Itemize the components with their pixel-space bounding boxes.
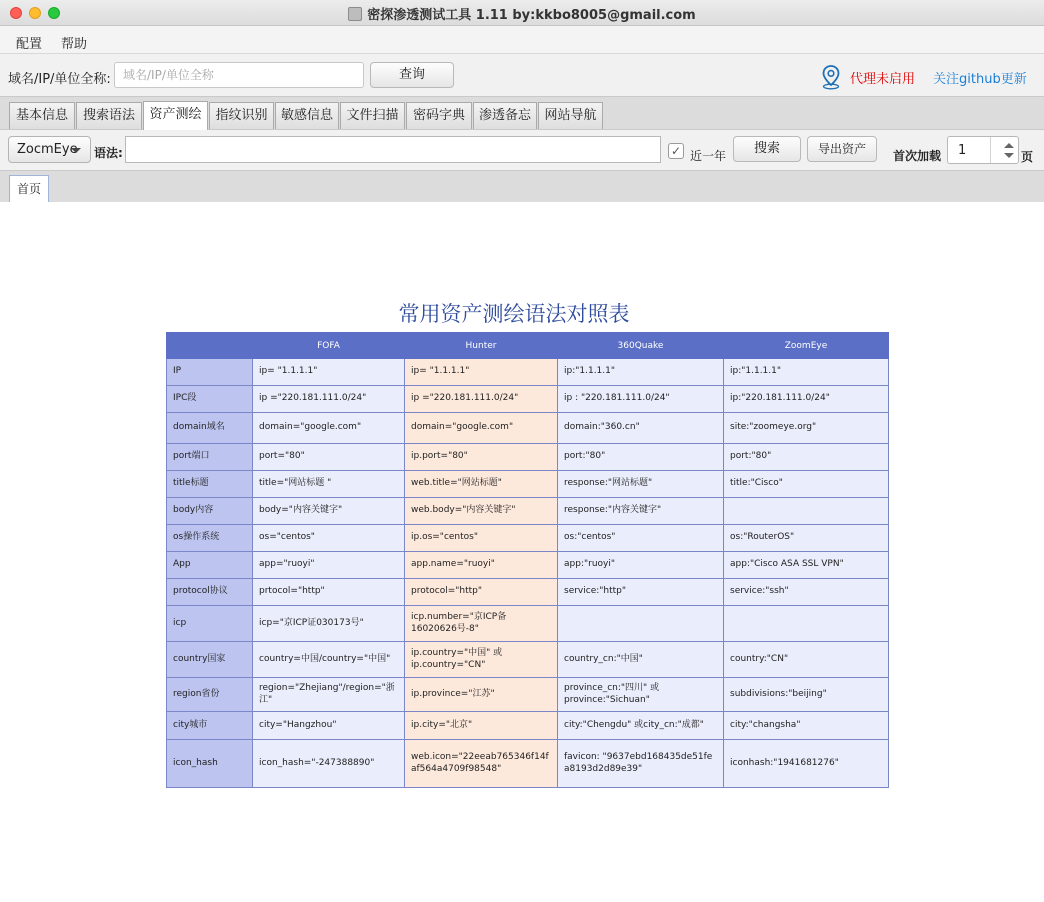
github-link[interactable]: 关注github更新 [933,72,1027,87]
table-cell: ip.os="centos" [405,525,558,552]
content-area [0,202,1044,902]
tab-pentest-memo[interactable]: 渗透备忘 [473,102,537,129]
table-cell: app="ruoyi" [253,552,405,579]
menu-item-help[interactable]: 帮助 [61,37,88,52]
tab-sensitive-info[interactable]: 敏感信息 [275,102,339,129]
table-cell: icon_hash="-247388890" [253,740,405,788]
chevron-down-icon [71,148,81,153]
menu-item-config[interactable]: 配置 [16,37,43,52]
query-button[interactable]: 查询 [370,62,454,88]
page-count-value: 1 [958,143,967,158]
table-cell: prtocol="http" [253,579,405,606]
table-row [167,413,889,444]
engine-select[interactable] [8,136,91,163]
row-label-cell: region省份 [167,678,253,712]
table-cell: subdivisions:"beijing" [724,678,889,712]
table-cell: app.name="ruoyi" [405,552,558,579]
table-row [167,552,889,579]
tab-search-syntax[interactable]: 搜索语法 [76,102,142,129]
table-row [167,471,889,498]
tab-basic-info[interactable]: 基本信息 [9,102,75,129]
table-cell [724,498,889,525]
table-cell: favicon: "9637ebd168435de51fea8193d2d89e39" [558,740,724,788]
table-cell: web.body="内容关键字" [405,498,558,525]
table-row [167,359,889,386]
table-cell: protocol="http" [405,579,558,606]
row-label-cell: body内容 [167,498,253,525]
row-label-cell: title标题 [167,471,253,498]
table-cell: domain="google.com" [405,413,558,444]
engine-select-value: ZocmEye [17,142,78,157]
row-label-cell: os操作系统 [167,525,253,552]
table-cell: ip:"1.1.1.1" [558,359,724,386]
domain-label: 域名/IP/单位全称: [8,72,111,87]
row-label-cell: port端口 [167,444,253,471]
row-label-cell: protocol协议 [167,579,253,606]
table-cell: country=中国/country="中国" [253,642,405,678]
table-cell [558,606,724,642]
reference-table-title: 常用资产测绘语法对照表 [398,302,630,326]
table-cell: ip:"1.1.1.1" [724,359,889,386]
tab-home[interactable]: 首页 [9,175,49,203]
row-label-cell: city城市 [167,712,253,740]
table-cell: domain="google.com" [253,413,405,444]
table-cell: os="centos" [253,525,405,552]
search-row [0,130,1044,170]
header-cell: FOFA [253,333,405,359]
table-cell: port:"80" [724,444,889,471]
tab-fingerprint[interactable]: 指纹识别 [209,102,274,129]
table-cell: port="80" [253,444,405,471]
header-cell: 360Quake [558,333,724,359]
header-cell: ZoomEye [724,333,889,359]
table-cell: iconhash:"1941681276" [724,740,889,788]
table-cell: response:"内容关键字" [558,498,724,525]
table-cell: web.icon="22eeab765346f14faf564a4709f98548" [405,740,558,788]
table-row [167,579,889,606]
row-label-cell: icon_hash [167,740,253,788]
query-row [0,54,1044,96]
table-row [167,642,889,678]
syntax-reference-table [166,332,889,788]
table-cell: ip:"220.181.111.0/24" [724,386,889,413]
tab-site-nav[interactable]: 网站导航 [538,102,603,129]
row-label-cell: domain域名 [167,413,253,444]
table-row [167,712,889,740]
window-title: 密探渗透测试工具 1.11 by:kkbo8005@gmail.com [367,8,696,23]
syntax-input[interactable] [125,136,661,163]
table-row [167,498,889,525]
header-cell: Hunter [405,333,558,359]
table-cell: service:"ssh" [724,579,889,606]
search-button[interactable]: 搜索 [733,136,801,162]
table-cell: domain:"360.cn" [558,413,724,444]
table-header-row [167,333,889,359]
first-load-label: 首次加载 [893,149,942,163]
header-cell [167,333,253,359]
table-cell: country:"CN" [724,642,889,678]
table-cell: body="内容关键字" [253,498,405,525]
spinner-divider [990,137,1018,163]
tab-asset-mapping[interactable]: 资产测绘 [143,101,208,130]
table-cell: site:"zoomeye.org" [724,413,889,444]
location-pin-icon [820,64,842,90]
table-cell: icp.number="京ICP备16020626号-8" [405,606,558,642]
table-row [167,678,889,712]
app-icon [348,7,362,21]
table-cell: os:"RouterOS" [724,525,889,552]
table-cell: city:"changsha" [724,712,889,740]
page-suffix-label: 页 [1021,150,1034,164]
table-cell: icp="京ICP证030173号" [253,606,405,642]
syntax-label: 语法: [94,146,123,160]
table-row [167,386,889,413]
table-cell: ip ="220.181.111.0/24" [405,386,558,413]
table-cell: city:"Chengdu" 或city_cn:"成都" [558,712,724,740]
table-cell: title="网站标题 " [253,471,405,498]
row-label-cell: country国家 [167,642,253,678]
table-cell: app:"ruoyi" [558,552,724,579]
main-tabs [0,96,1044,130]
table-cell: city="Hangzhou" [253,712,405,740]
export-assets-button[interactable]: 导出资产 [807,136,877,162]
row-label-cell: App [167,552,253,579]
table-cell: title:"Cisco" [724,471,889,498]
domain-input[interactable] [114,62,364,88]
table-cell: ip.province="江苏" [405,678,558,712]
table-cell: ip= "1.1.1.1" [253,359,405,386]
proxy-status: 代理未启用 [850,72,916,87]
spinner-down-icon[interactable] [1004,153,1014,158]
table-cell: ip= "1.1.1.1" [405,359,558,386]
row-label-cell: IPC段 [167,386,253,413]
table-cell: app:"Cisco ASA SSL VPN" [724,552,889,579]
table-cell: service:"http" [558,579,724,606]
table-row [167,444,889,471]
table-cell: ip.country="中国" 或 ip.country="CN" [405,642,558,678]
menu-bar [0,26,1044,54]
result-tabs [0,170,1044,202]
row-label-cell: icp [167,606,253,642]
recent-year-label: 近一年 [690,149,727,163]
table-cell: ip.port="80" [405,444,558,471]
table-cell: response:"网站标题" [558,471,724,498]
table-cell: web.title="网站标题" [405,471,558,498]
table-row [167,525,889,552]
table-cell: port:"80" [558,444,724,471]
recent-year-checkbox[interactable]: ✓ [668,143,684,159]
table-row [167,740,889,788]
tab-password-dict[interactable]: 密码字典 [406,102,472,129]
table-cell [724,606,889,642]
table-cell: ip ="220.181.111.0/24" [253,386,405,413]
tab-file-scan[interactable]: 文件扫描 [340,102,405,129]
table-cell: ip : "220.181.111.0/24" [558,386,724,413]
window-title-wrap [0,4,1044,23]
table-cell: country_cn:"中国" [558,642,724,678]
title-bar [0,0,1044,26]
page-count-spinner[interactable] [947,136,1019,164]
table-cell: province_cn:"四川" 或 province:"Sichuan" [558,678,724,712]
row-label-cell: IP [167,359,253,386]
table-cell: ip.city="北京" [405,712,558,740]
table-row [167,606,889,642]
table-cell: os:"centos" [558,525,724,552]
spinner-up-icon[interactable] [1004,143,1014,148]
table-cell: region="Zhejiang"/region="浙江" [253,678,405,712]
